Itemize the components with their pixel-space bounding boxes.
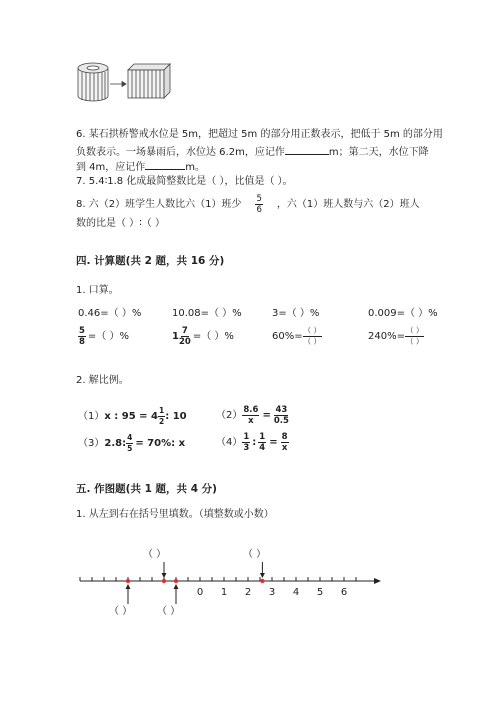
arrow-right-icon [110, 82, 126, 87]
tick-label: 2 [244, 587, 252, 598]
tick-label: 5 [316, 587, 324, 598]
fraction: $\frac{1}{4}$ [259, 432, 266, 453]
arrow-head-icon [126, 584, 131, 589]
q6-line1: 6. 某石拱桥警戒水位是 5m，把超过 5m 的部分用正数表示，把低于 5m 的部分用 [76, 129, 443, 140]
arrow-head-icon [260, 573, 265, 578]
section5-title: 五. 作图题(共 1 题，共 4 分) [76, 483, 217, 495]
q8-text: ，六（1）班人数与六（2）班人 [276, 198, 420, 210]
fraction: $\frac{1}{2}$ [159, 406, 165, 426]
point-marker [260, 579, 264, 583]
cylinder-figure [74, 58, 174, 108]
denominator: 6 [256, 205, 262, 215]
axis-arrow-icon [374, 578, 381, 584]
answer-paren[interactable]: （ ） [243, 549, 267, 560]
answer-paren[interactable]: （ ） [143, 549, 167, 560]
fraction: $\frac{1}{3}$ [243, 432, 250, 453]
fraction: $\frac{7}{20}$ [178, 326, 191, 347]
q6-text: 负数表示。一场暴雨后，水位达 6.2m，应记作 [76, 147, 285, 158]
point-marker [162, 579, 166, 583]
q6-text: m。 [185, 162, 206, 173]
cuboid-icon [128, 64, 170, 98]
equation-2 [216, 405, 289, 426]
eq-label: （4） [216, 436, 243, 448]
fraction: $\frac{4}{5}$ [127, 433, 133, 453]
eq-text: : 10 [165, 410, 187, 422]
oral-item [272, 326, 322, 347]
point-marker [174, 579, 178, 583]
arrow-head-icon [174, 584, 179, 589]
eq-label: （2） [216, 409, 243, 421]
tick-label: 0 [196, 587, 204, 598]
eq-text: 2.8: [104, 437, 127, 449]
fraction: $\frac{( )}{( )}$ [303, 326, 321, 346]
section4-sub2: 2. 解比例。 [76, 375, 129, 386]
q7-text: 7. 5.4∶1.8 化成最简整数比是（ ），比值是（ ）。 [76, 176, 293, 187]
fraction: $\frac{( )}{( )}$ [405, 326, 424, 346]
number-line [60, 560, 390, 604]
answer-blank[interactable] [145, 158, 185, 170]
eq-label: （1） [78, 410, 105, 422]
answer-paren[interactable]: （ ） [157, 606, 181, 617]
oral-item [172, 326, 234, 347]
q8-fraction [255, 194, 262, 215]
point-marker [126, 579, 130, 583]
section4-sub1: 1. 口算。 [76, 285, 119, 296]
oral-text: =（ ）% [192, 330, 234, 342]
equation-3 [78, 433, 185, 454]
oral-item: 0.46=（ ）% [78, 308, 142, 319]
q8-text: 8. 六（2）班学生人数比六（1）班少 [76, 198, 242, 210]
q6-text: m；第二天，水位下降 [328, 147, 429, 158]
tick-label: 6 [340, 587, 348, 598]
whole-number: 1 [172, 330, 179, 342]
oral-item: 0.009=（ ）% [368, 308, 438, 319]
cylinder-icon [78, 63, 108, 101]
oral-item: 10.08=（ ）% [172, 308, 242, 319]
eq-text: = [269, 436, 278, 448]
tick-label: 4 [292, 587, 300, 598]
equation-4 [216, 432, 289, 453]
eq-text: x : 95 = 4 [104, 410, 159, 422]
answer-paren[interactable]: （ ） [109, 606, 133, 617]
oral-item [368, 326, 424, 347]
section5-sub1: 1. 从左到右在括号里填数。（填整数或小数） [76, 509, 274, 520]
tick-label: 3 [268, 587, 276, 598]
fraction: $\frac{8.6}{x}$ [243, 405, 259, 426]
section4-title: 四. 计算题(共 2 题，共 16 分) [76, 255, 225, 267]
eq-text: : [252, 436, 257, 448]
oral-text: 60%= [272, 330, 303, 342]
tick-label: 1 [220, 587, 228, 598]
arrow-head-icon [162, 573, 167, 578]
numerator: 5 [256, 194, 262, 204]
eq-text: = [262, 409, 271, 421]
q6-text: 到 4m，应记作 [76, 162, 146, 173]
answer-blank[interactable] [285, 143, 329, 155]
q8-line2: 数的比是（ ）∶（ ） [76, 218, 165, 229]
eq-label: （3） [78, 437, 105, 449]
equation-1 [78, 406, 187, 427]
fraction: $\frac{8}{x}$ [281, 432, 288, 453]
oral-text: =（ ）% [87, 330, 129, 342]
q8-line1 [76, 194, 420, 215]
oral-item: 3=（ ）% [272, 308, 320, 319]
oral-text: 240%= [368, 330, 405, 342]
oral-item [78, 326, 129, 347]
eq-text: = 70%: x [135, 437, 186, 449]
fraction: $\frac{5}{8}$ [79, 326, 85, 347]
fraction: $\frac{43}{0.5}$ [273, 405, 289, 426]
